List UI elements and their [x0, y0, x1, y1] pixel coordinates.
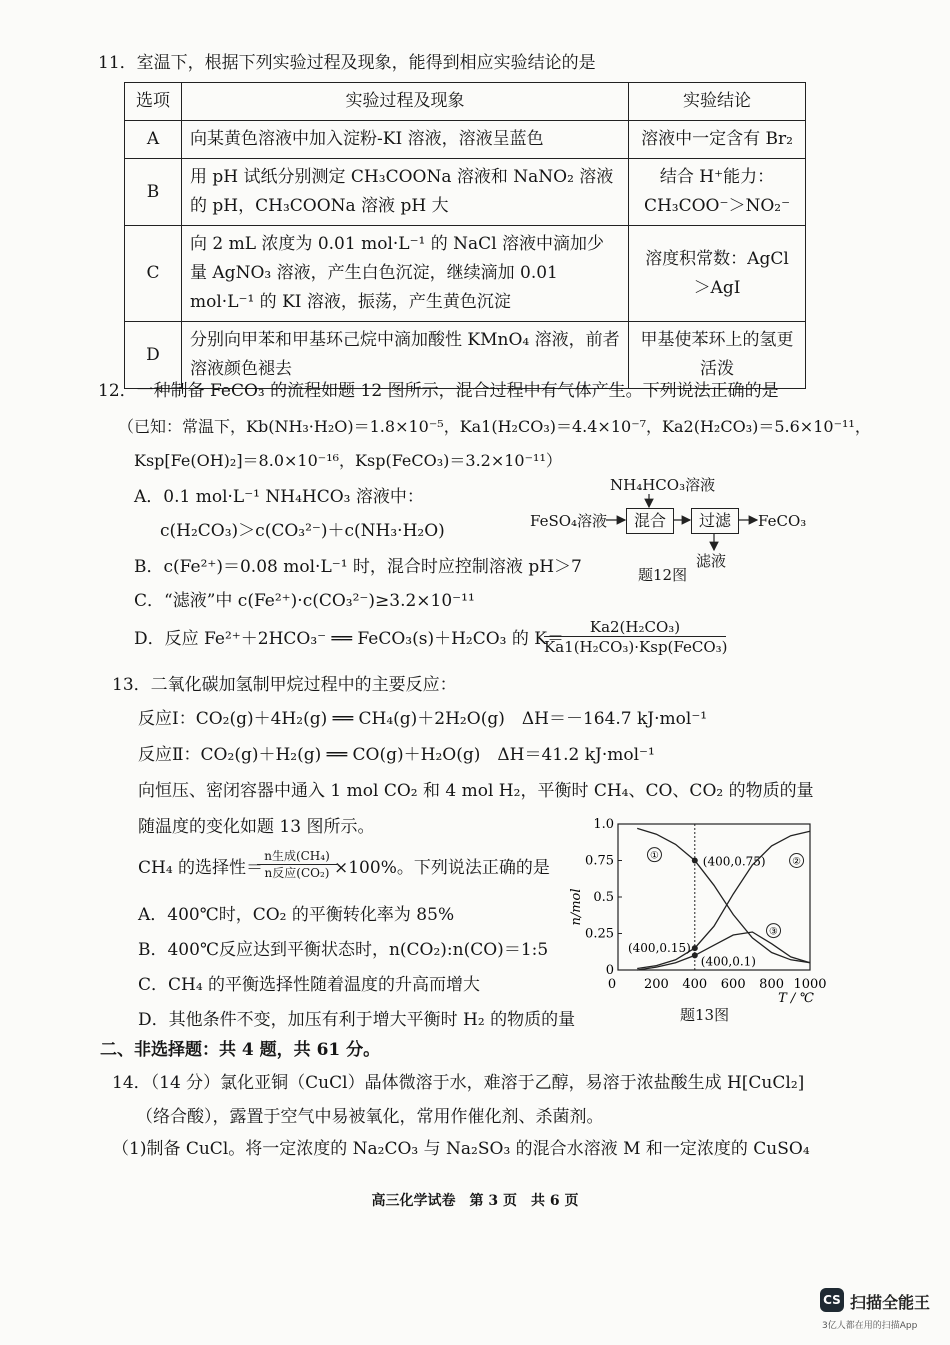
row-conclusion: 溶液中一定含有 Br₂: [629, 121, 806, 159]
series-label: ③: [769, 926, 779, 938]
q12-option-a-line2: c(H₂CO₃)＞c(CO₃²⁻)＋c(NH₃·H₂O): [160, 521, 445, 541]
x-tick-label: 600: [720, 977, 746, 992]
y-axis-label: n/mol: [569, 888, 584, 926]
data-annotation: (400,0.75): [702, 854, 766, 869]
table-row: [125, 226, 806, 322]
x-tick-label: 400: [682, 977, 708, 992]
q13-option-b: B．400℃反应达到平衡状态时，n(CO₂):n(CO)＝1:5: [138, 940, 549, 960]
q11-stem: 11．室温下，根据下列实验过程及现象，能得到相应实验结论的是: [98, 53, 596, 73]
q12-option-c: C．“滤液”中 c(Fe²⁺)·c(CO₃²⁻)≥3.2×10⁻¹¹: [134, 591, 475, 611]
page-footer: 高三化学试卷 第 3 页 共 6 页: [371, 1193, 579, 1209]
flow-caption: 题12图: [638, 566, 688, 584]
camscanner-name: 扫描全能王: [850, 1293, 931, 1312]
q11-table: [124, 82, 806, 389]
q13-selectivity-fraction: [257, 848, 337, 882]
data-marker: [692, 945, 698, 951]
table-row: [125, 159, 806, 226]
q13-reaction-1: 反应Ⅰ：CO₂(g)＋4H₂(g) ══ CH₄(g)＋2H₂O(g) ΔH＝－164.7 kJ·mol⁻¹: [138, 709, 708, 729]
camscanner-logo-icon: CS: [820, 1288, 844, 1312]
x-tick-label: 200: [643, 977, 669, 992]
y-tick-label: 1.0: [593, 817, 614, 832]
row-process: 向某黄色溶液中加入淀粉-KI 溶液，溶液呈蓝色: [182, 121, 629, 159]
q13-option-d: D．其他条件不变，加压有利于增大平衡时 H₂ 的物质的量: [138, 1010, 576, 1030]
flow-filtrate: 滤液: [696, 552, 727, 570]
q13-reaction-2: 反应Ⅱ：CO₂(g)＋H₂(g) ══ CO(g)＋H₂O(g) ΔH＝41.2 kJ·mol⁻¹: [138, 745, 655, 765]
data-annotation: (400,0.15): [627, 941, 691, 956]
x-tick-label: 1000: [793, 977, 827, 992]
row-option: A: [125, 121, 182, 159]
row-conclusion: 甲基使苯环上的氢更活泼: [629, 322, 806, 389]
q13-stem: 13．二氧化碳加氢制甲烷过程中的主要反应：: [112, 675, 457, 695]
section-2-title: 二、非选择题：共 4 题，共 61 分。: [100, 1040, 381, 1060]
q13-selectivity-pre: CH₄ 的选择性＝: [138, 858, 264, 878]
q12-option-d: D．反应 Fe²⁺＋2HCO₃⁻ ══ FeCO₃(s)＋H₂CO₃ 的 K＝: [134, 629, 564, 649]
header-option: 选项: [125, 83, 182, 121]
q13-option-c: C．CH₄ 的平衡选择性随着温度的升高而增大: [138, 975, 481, 995]
x-tick-label: 0: [607, 977, 617, 992]
camscanner-slogan: 3亿人都在用的扫描App: [822, 1321, 918, 1331]
y-tick-label: 0: [605, 963, 614, 978]
data-marker: [692, 952, 698, 958]
flow-filter-box: 过滤: [691, 508, 739, 534]
flow-reagent-top: NH₄HCO₃溶液: [610, 476, 716, 494]
x-axis-label: T / ℃: [778, 991, 814, 1006]
q13-desc-1: 向恒压、密闭容器中通入 1 mol CO₂ 和 4 mol H₂，平衡时 CH₄、CO、CO₂ 的物质的量: [138, 781, 814, 801]
q14-line-2: （络合酸），露置于空气中易被氧化，常用作催化剂、杀菌剂。: [136, 1107, 604, 1127]
header-process: 实验过程及现象: [182, 83, 629, 121]
row-process: 分别向甲苯和甲基环己烷中滴加酸性 KMnO₄ 溶液，前者溶液颜色褪去: [182, 322, 629, 389]
flow-output: FeCO₃: [758, 512, 807, 530]
q12-option-d-fraction: [544, 618, 726, 657]
q13-selectivity-post: ×100%。下列说法正确的是: [334, 858, 550, 878]
data-marker: [692, 858, 698, 864]
fraction-denominator: Ka1(H₂CO₃)·Ksp(FeCO₃): [544, 638, 728, 656]
q14-line-1: 14．（14 分）氯化亚铜（CuCl）晶体微溶于水，难溶于乙醇，易溶于浓盐酸生成 H[CuCl₂]: [112, 1073, 805, 1093]
row-option: D: [125, 322, 182, 389]
row-conclusion: 结合 H⁺能力：CH₃COO⁻＞NO₂⁻: [629, 159, 806, 226]
table-header-row: [125, 83, 806, 121]
x-tick-label: 800: [759, 977, 785, 992]
row-option: C: [125, 226, 182, 322]
y-tick-label: 0.75: [585, 853, 614, 869]
row-process: 向 2 mL 浓度为 0.01 mol·L⁻¹ 的 NaCl 溶液中滴加少量 AgNO₃ 溶液，产生白色沉淀，继续滴加 0.01 mol·L⁻¹ 的 KI 溶液，振荡，产生黄色沉淀: [182, 226, 629, 322]
row-process: 用 pH 试纸分别测定 CH₃COONa 溶液和 NaNO₂ 溶液的 pH，CH₃COONa 溶液 pH 大: [182, 159, 629, 226]
q12-given-2: Ksp[Fe(OH)₂]＝8.0×10⁻¹⁶，Ksp(FeCO₃)＝3.2×10⁻¹¹）: [134, 451, 562, 470]
q13-caption: 题13图: [680, 1006, 730, 1024]
q12-stem: 12．一种制备 FeCO₃ 的流程如题 12 图所示，混合过程中有气体产生。下列说法正确的是: [98, 381, 779, 401]
flow-mix-box: 混合: [626, 508, 674, 534]
series-label: ①: [649, 850, 659, 862]
q14-line-3: （1)制备 CuCl。将一定浓度的 Na₂CO₃ 与 Na₂SO₃ 的混合水溶液 M 和一定浓度的 CuSO₄: [112, 1139, 810, 1159]
table-row: [125, 322, 806, 389]
q12-option-b: B．c(Fe²⁺)＝0.08 mol·L⁻¹ 时，混合时应控制溶液 pH＞7: [134, 557, 582, 577]
fraction-denominator: n反应(CO₂): [264, 866, 330, 880]
y-tick-label: 0.25: [585, 926, 614, 942]
series-label: ②: [792, 856, 802, 868]
q13-desc-2: 随温度的变化如题 13 图所示。: [138, 817, 375, 837]
row-conclusion: 溶度积常数：AgCl＞AgI: [629, 226, 806, 322]
q13-option-a: A．400℃时，CO₂ 的平衡转化率为 85%: [138, 905, 455, 925]
q12-given-1: （已知：常温下，Kb(NH₃·H₂O)＝1.8×10⁻⁵，Ka1(H₂CO₃)＝4.4×10⁻⁷，Ka2(H₂CO₃)＝5.6×10⁻¹¹，: [118, 417, 871, 436]
flow-input: FeSO₄溶液: [530, 512, 608, 530]
q12-option-a-line1: A．0.1 mol·L⁻¹ NH₄HCO₃ 溶液中：: [134, 487, 424, 507]
row-option: B: [125, 159, 182, 226]
q13-chart: [560, 808, 830, 1023]
header-conclusion: 实验结论: [629, 83, 806, 121]
table-row: [125, 121, 806, 159]
fraction-numerator: Ka2(H₂CO₃): [544, 618, 726, 637]
flow-arrows: [600, 490, 810, 560]
fraction-numerator: n生成(CH₄): [257, 848, 337, 865]
data-annotation: (400,0.1): [700, 954, 756, 969]
y-tick-label: 0.5: [593, 890, 614, 905]
